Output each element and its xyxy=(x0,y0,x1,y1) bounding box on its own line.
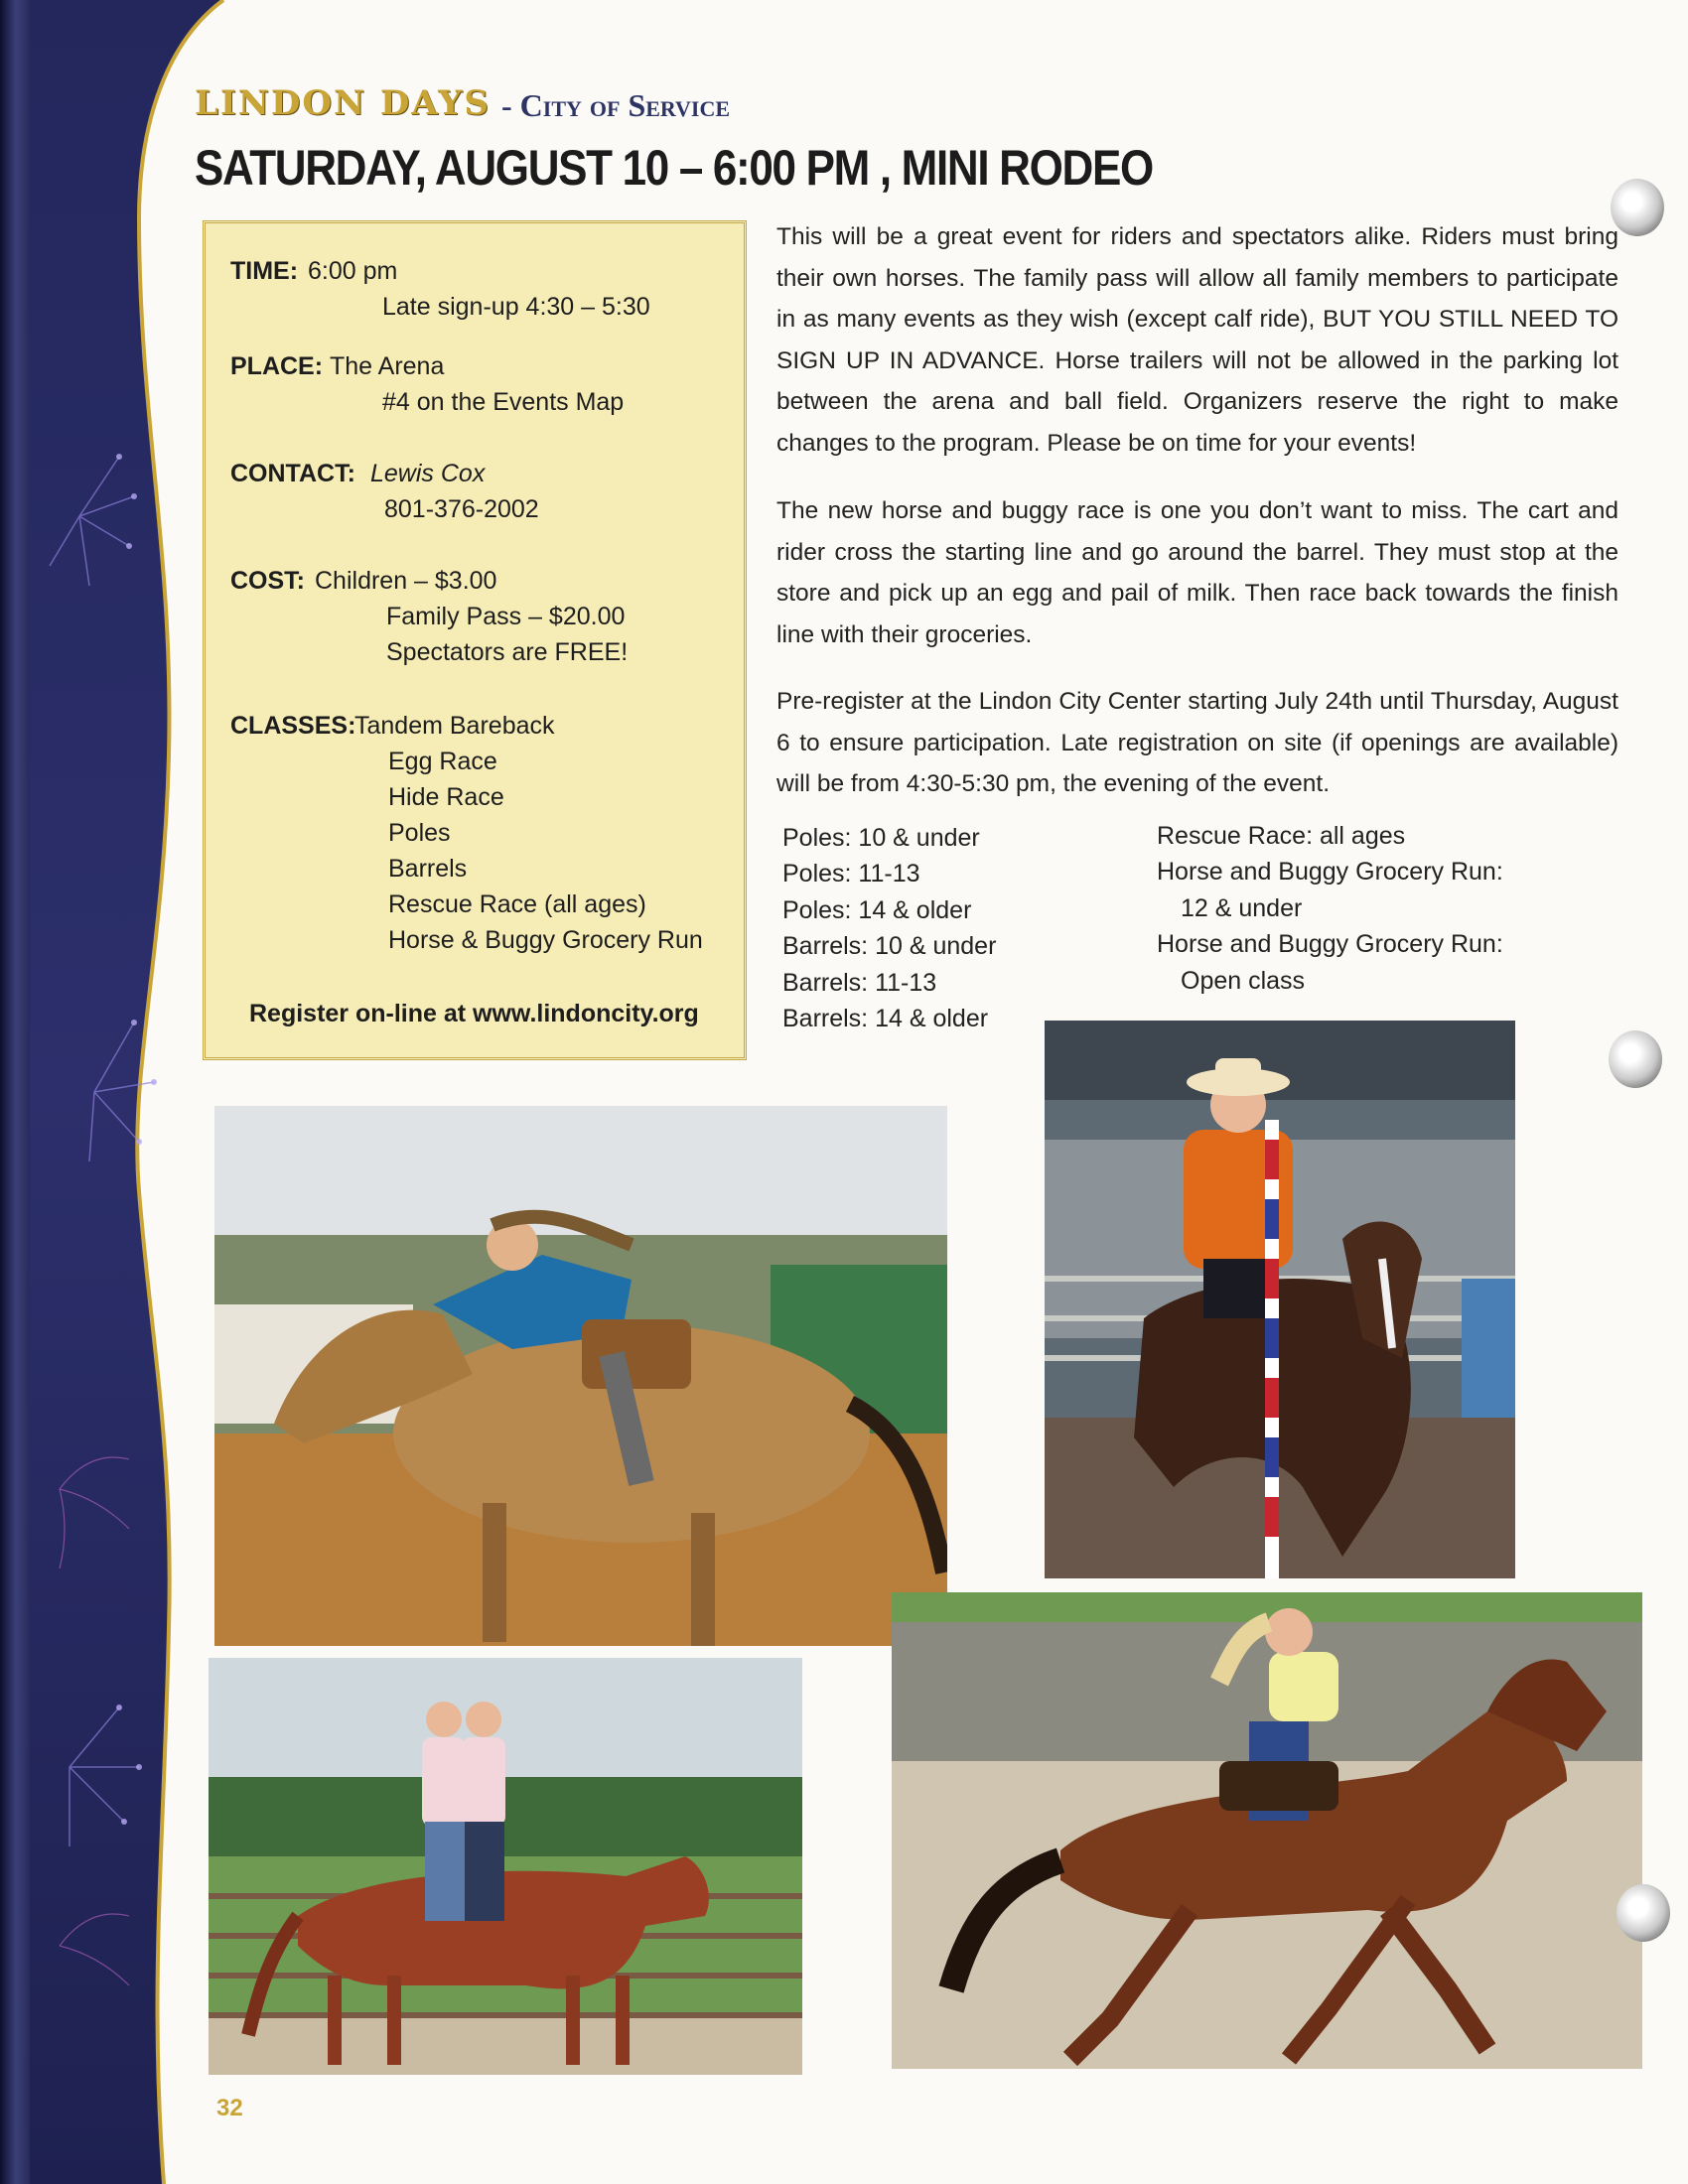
brand-logo-lindon-days: LINDON DAYS xyxy=(195,83,491,123)
class-item: Egg Race xyxy=(388,748,497,775)
photo-girl-galloping-bay-horse xyxy=(892,1592,1642,2069)
photo-barrel-racer-dun-horse xyxy=(214,1106,947,1646)
event-info-box xyxy=(203,220,747,1060)
class-item: Barrels xyxy=(388,855,468,883)
cost-item: Spectators are FREE! xyxy=(386,638,629,666)
division-item: 12 & under xyxy=(1181,893,1303,922)
division-item: Poles: 14 & older xyxy=(782,895,972,924)
page-number: 32 xyxy=(216,2095,243,2121)
cost-item: Family Pass – $20.00 xyxy=(386,603,626,630)
photo-tandem-bareback-riders xyxy=(209,1658,802,2075)
cost-item: Children – $3.00 xyxy=(315,567,497,595)
division-item: Poles: 10 & under xyxy=(782,824,980,852)
division-item: Horse and Buggy Grocery Run: xyxy=(1157,930,1503,959)
divisions-left-list xyxy=(782,820,996,1036)
division-item: Open class xyxy=(1181,966,1306,995)
division-item: Barrels: 11-13 xyxy=(782,968,937,997)
binder-ring-icon xyxy=(1617,1884,1670,1942)
class-item: Hide Race xyxy=(388,783,504,811)
division-item: Rescue Race: all ages xyxy=(1157,822,1406,850)
contact-name: Lewis Cox xyxy=(370,460,486,487)
intro-paragraph: This will be a great event for riders and spectators alike. Riders must bring their own horses. The family pass will allow all family members to participate in as many events as they wish (except calf ride), BUT YOU STILL NEED TO SIGN UP IN ADVANCE. Horse trailers will not be allowed in the parking lot between the arena and ball field. Organizers reserve the right to make changes to the program. Please be on time for your events! xyxy=(776,223,1618,457)
division-item: Barrels: 14 & older xyxy=(782,1004,989,1032)
class-item: Poles xyxy=(388,819,451,847)
binder-ring-icon xyxy=(1611,179,1664,236)
photo-pole-bending-rider xyxy=(1045,1021,1515,1578)
binder-ring-icon xyxy=(1609,1030,1662,1088)
place-value: The Arena xyxy=(330,352,445,380)
class-item: Tandem Bareback xyxy=(354,712,555,740)
contact-label: CONTACT: xyxy=(230,460,355,487)
time-label: TIME: xyxy=(230,257,299,285)
class-item: Rescue Race (all ages) xyxy=(388,890,646,918)
time-value: 6:00 pm xyxy=(308,257,398,285)
division-item: Barrels: 10 & under xyxy=(782,932,997,961)
division-item: Poles: 11-13 xyxy=(782,860,920,888)
buggy-race-paragraph: The new horse and buggy race is one you don’t want to miss. The cart and rider cross the starting line and go around the barrel. They must stop at the store and pick up an egg and pail of milk. Then race back towards the finish line with their groceries. xyxy=(776,497,1618,648)
division-item: Horse and Buggy Grocery Run: xyxy=(1157,858,1503,887)
register-online-link[interactable]: Register on-line at www.lindoncity.org xyxy=(249,1000,699,1027)
place-map-ref: #4 on the Events Map xyxy=(382,388,625,416)
page-headline: SATURDAY, AUGUST 10 – 6:00 PM , MINI RODEO xyxy=(195,140,1153,196)
classes-label: CLASSES: xyxy=(230,712,356,740)
place-label: PLACE: xyxy=(230,352,324,380)
brand-subtitle: - City of Service xyxy=(501,87,731,123)
late-signup: Late sign-up 4:30 – 5:30 xyxy=(382,293,650,321)
divisions-right-list xyxy=(1157,818,1503,999)
preregister-paragraph: Pre-register at the Lindon City Center starting July 24th until Thursday, August 6 to ensure participation. Late registration on site (if openings are available) will be from 4:30-5:30 pm, the evening of the event. xyxy=(776,688,1618,797)
class-item: Horse & Buggy Grocery Run xyxy=(388,926,703,954)
contact-phone: 801-376-2002 xyxy=(384,495,539,523)
cost-label: COST: xyxy=(230,567,305,595)
